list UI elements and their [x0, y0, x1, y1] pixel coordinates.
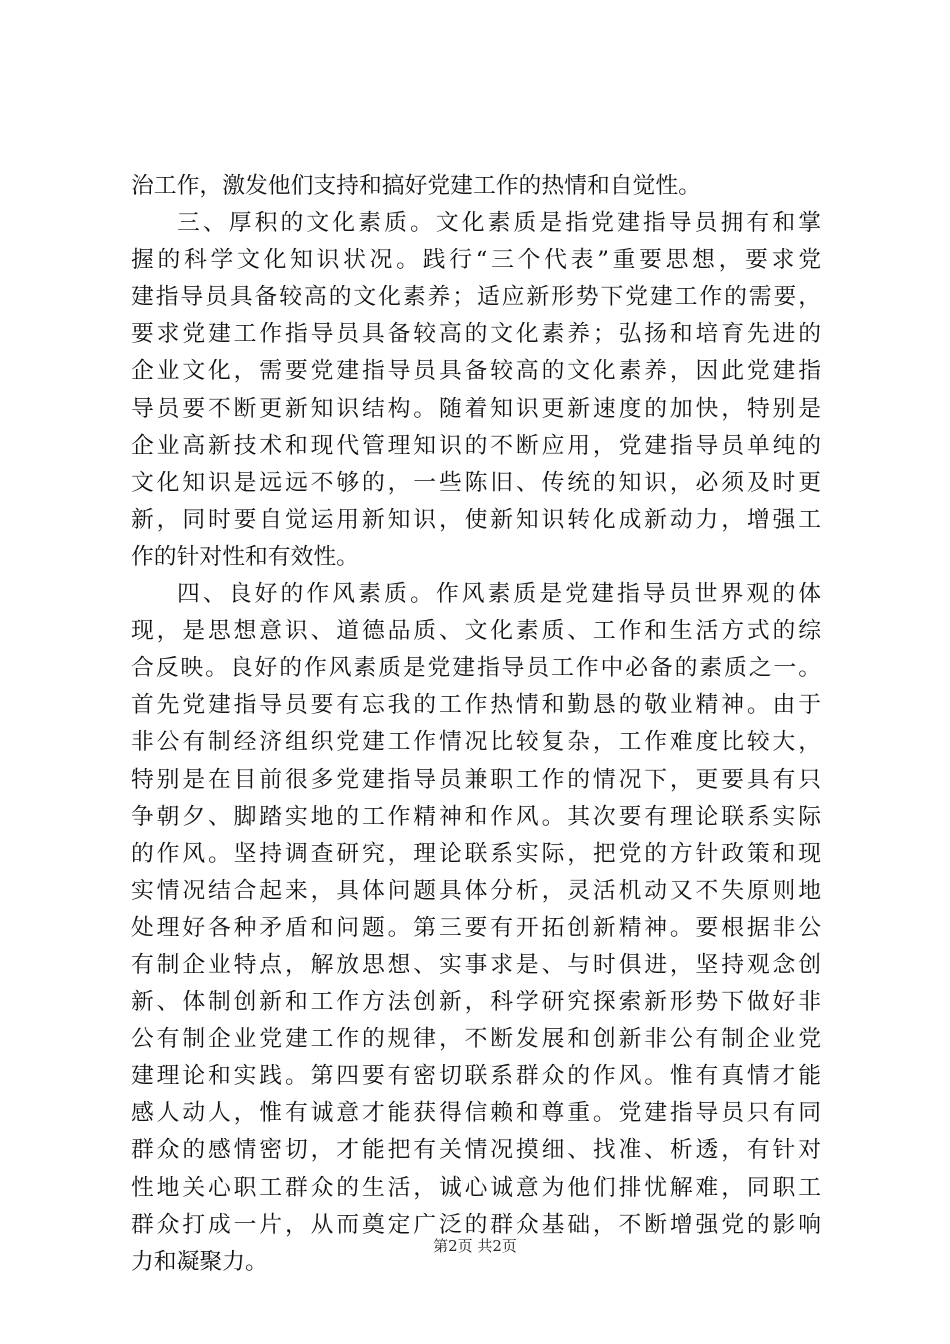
text-line: 企业文化，需要党建指导员具备较高的文化素养，因此党建指	[131, 358, 821, 385]
text-line: 特别是在目前很多党建指导员兼职工作的情况下，更要具有只	[131, 766, 821, 793]
text-line: 握的科学文化知识状况。践行“三个代表”重要思想，要求党	[131, 247, 821, 274]
text-line: 新、体制创新和工作方法创新，科学研究探索新形势下做好非	[131, 989, 821, 1016]
text-line: 作的针对性和有效性。	[131, 543, 359, 570]
text-line: 治工作，激发他们支持和搞好党建工作的热情和自觉性。	[131, 173, 701, 199]
text-line: 企业高新技术和现代管理知识的不断应用，党建指导员单纯的	[131, 432, 821, 459]
text-line: 现，是思想意识、道德品质、文化素质、工作和生活方式的综	[131, 618, 821, 645]
text-line: 力和凝聚力。	[131, 1248, 268, 1275]
paragraph-heading-line: 四、良好的作风素质。作风素质是党建指导员世界观的体	[177, 581, 821, 608]
text-line: 群众打成一片，从而奠定广泛的群众基础，不断增强党的影响	[131, 1211, 821, 1238]
text-line: 公有制企业党建工作的规律，不断发展和创新非公有制企业党	[131, 1026, 821, 1053]
text-line: 首先党建指导员要有忘我的工作热情和勤恳的敬业精神。由于	[131, 692, 821, 719]
text-line: 群众的感情密切，才能把有关情况摸细、找准、析透，有针对	[131, 1137, 821, 1164]
text-line: 实情况结合起来，具体问题具体分析，灵活机动又不失原则地	[131, 877, 821, 904]
text-line: 合反映。良好的作风素质是党建指导员工作中必备的素质之一。	[131, 655, 821, 682]
text-line: 争朝夕、脚踏实地的工作精神和作风。其次要有理论联系实际	[131, 803, 821, 830]
page-number-footer: 第2页 共2页	[433, 1237, 517, 1255]
text-line: 的作风。坚持调查研究，理论联系实际，把党的方针政策和现	[131, 840, 821, 867]
text-line: 有制企业特点，解放思想、实事求是、与时俱进，坚持观念创	[131, 951, 821, 978]
text-line: 非公有制经济组织党建工作情况比较复杂，工作难度比较大，	[131, 729, 821, 756]
text-line: 新，同时要自觉运用新知识，使新知识转化成新动力，增强工	[131, 506, 821, 533]
text-line: 导员要不断更新知识结构。随着知识更新速度的加快，特别是	[131, 395, 821, 422]
text-line: 感人动人，惟有诚意才能获得信赖和尊重。党建指导员只有同	[131, 1100, 821, 1127]
text-line: 建指导员具备较高的文化素养；适应新形势下党建工作的需要，	[131, 284, 821, 311]
text-line: 处理好各种矛盾和问题。第三要有开拓创新精神。要根据非公	[131, 914, 821, 941]
document-body	[131, 168, 821, 1281]
paragraph-heading-line: 三、厚积的文化素质。文化素质是指党建指导员拥有和掌	[177, 210, 821, 237]
text-line: 要求党建工作指导员具备较高的文化素养；弘扬和培育先进的	[131, 321, 821, 348]
text-line: 文化知识是远远不够的，一些陈旧、传统的知识，必须及时更	[131, 469, 821, 496]
text-line: 建理论和实践。第四要有密切联系群众的作风。惟有真情才能	[131, 1063, 821, 1090]
text-line: 性地关心职工群众的生活，诚心诚意为他们排忧解难，同职工	[131, 1174, 821, 1201]
